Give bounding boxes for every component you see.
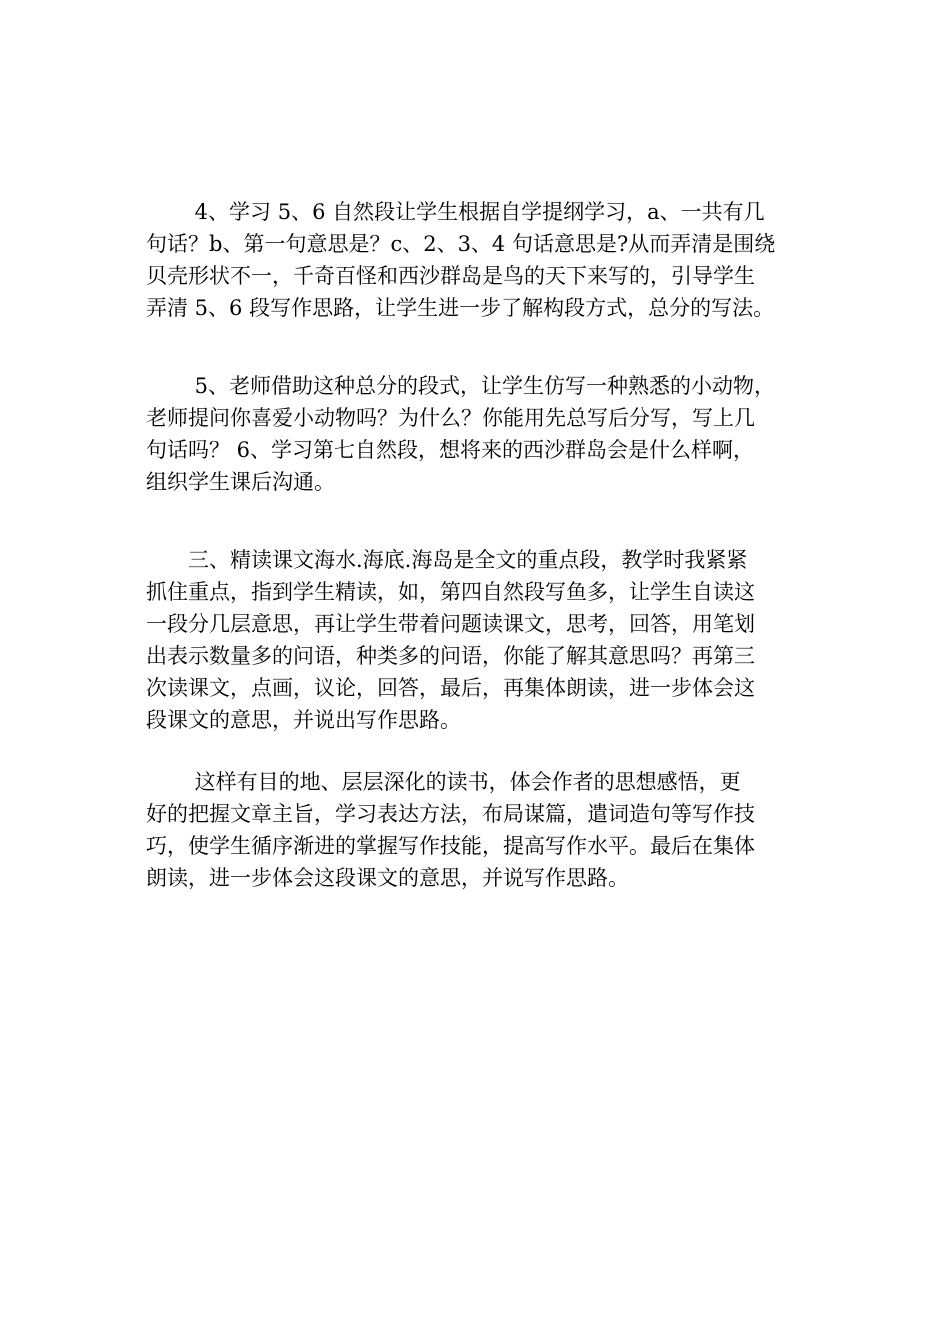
text-line: 这样有目的地、层层深化的读书，体会作者的思想感悟，更 bbox=[146, 770, 741, 794]
text-line: 好的把握文章主旨，学习表达方法，布局谋篇，遣词造句等写作技 bbox=[146, 802, 755, 826]
paragraph-section-three bbox=[146, 544, 806, 736]
text-line: 一段分几层意思，再让学生带着问题读课文，思考，回答，用笔划 bbox=[146, 612, 755, 636]
text-line: 次读课文，点画，议论，回答，最后，再集体朗读，进一步体会这 bbox=[146, 676, 755, 700]
text-line: 句话吗？ 6、学习第七自然段，想将来的西沙群岛会是什么样啊， bbox=[146, 438, 755, 462]
text-line: 弄清 5、6 段写作思路，让学生进一步了解构段方式，总分的写法。 bbox=[146, 296, 775, 320]
paragraph-lesson-step-5-6 bbox=[146, 370, 806, 498]
text-line: 5、老师借助这种总分的段式，让学生仿写一种熟悉的小动物， bbox=[146, 374, 776, 398]
text-line: 巧，使学生循序渐进的掌握写作技能，提高写作水平。最后在集体 bbox=[146, 834, 755, 858]
text-line: 贝壳形状不一，千奇百怪和西沙群岛是鸟的天下来写的，引导学生 bbox=[146, 264, 755, 288]
paragraph-lesson-step-4 bbox=[146, 196, 806, 324]
paragraph-summary bbox=[146, 766, 806, 894]
text-line: 4、学习 5、6 自然段让学生根据自学提纲学习，a、一共有几 bbox=[146, 200, 765, 224]
text-line: 老师提问你喜爱小动物吗？为什么？你能用先总写后分写，写上几 bbox=[146, 406, 755, 430]
text-line: 抓住重点，指到学生精读，如，第四自然段写鱼多，让学生自读这 bbox=[146, 580, 755, 604]
text-line: 三、精读课文海水.海底.海岛是全文的重点段，教学时我紧紧 bbox=[146, 548, 748, 572]
text-line: 句话？b、第一句意思是？c、2、3、4 句话意思是?从而弄清是围绕 bbox=[146, 232, 776, 256]
text-line: 组织学生课后沟通。 bbox=[146, 470, 335, 494]
text-line: 出表示数量多的问语，种类多的问语，你能了解其意思吗？再第三 bbox=[146, 644, 755, 668]
text-line: 段课文的意思，并说出写作思路。 bbox=[146, 708, 461, 732]
text-line: 朗读，进一步体会这段课文的意思，并说写作思路。 bbox=[146, 866, 629, 890]
